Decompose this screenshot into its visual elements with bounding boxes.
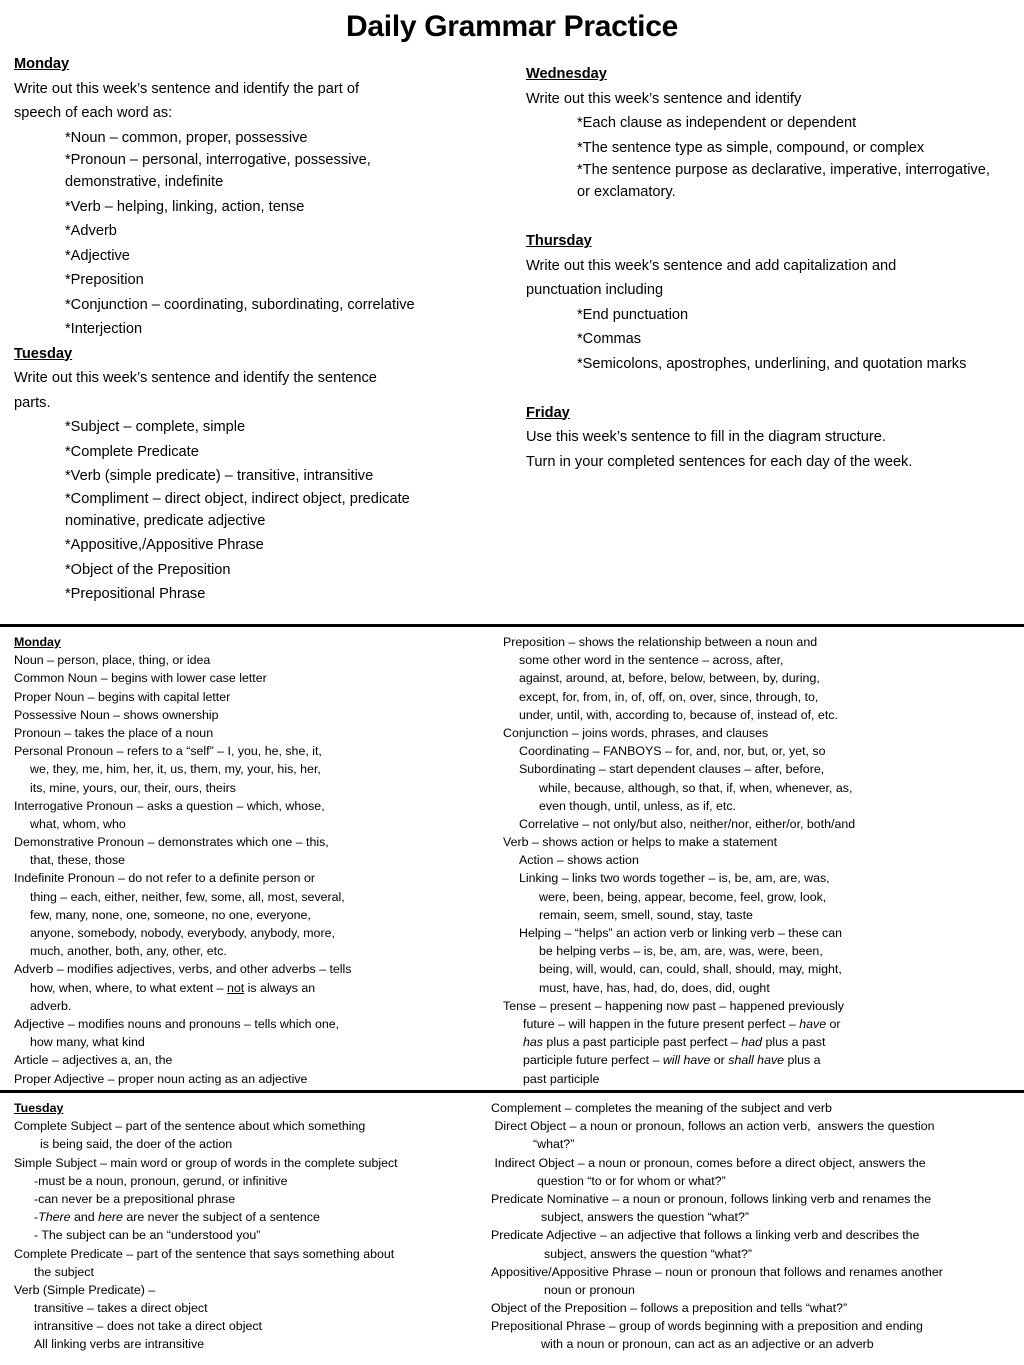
tuesday-item: *Object of the Preposition (65, 561, 231, 578)
note-line: how many, what kind (30, 1035, 145, 1050)
note-line: Proper Noun – begins with capital letter (14, 689, 231, 704)
note-line: Interrogative Pronoun – asks a question – which, whose, (14, 798, 325, 813)
note-line: Correlative – not only/but also, neither/nor, either/or, both/and (519, 816, 856, 831)
note-line: the subject (34, 1264, 94, 1279)
note-line: even though, until, unless, as if, etc. (539, 798, 736, 813)
note-line: Subordinating – start dependent clauses – after, before, (519, 762, 825, 777)
monday-notes-heading: Monday (14, 635, 61, 649)
note-line: -must be a noun, pronoun, gerund, or infinitive (34, 1173, 288, 1188)
note-line: Direct Object – a noun or pronoun, follows an action verb, answers the question (491, 1119, 935, 1134)
monday-item: *Noun – common, proper, possessive (65, 129, 308, 146)
note-line: were, been, being, appear, become, feel, grow, look, (539, 889, 827, 904)
note-line: what, whom, who (30, 816, 126, 831)
note-line: with a noun or pronoun, can act as an adjective or an adverb (541, 1337, 874, 1352)
monday-notes-left (14, 633, 494, 1088)
note-line: Object of the Preposition – follows a preposition and tells “what?” (491, 1301, 848, 1316)
note-line: Preposition – shows the relationship between a noun and (503, 635, 818, 649)
note-line: Prepositional Phrase – group of words beginning with a preposition and ending (491, 1319, 923, 1334)
tuesday-notes-heading: Tuesday (14, 1101, 64, 1115)
note-line: Predicate Nominative – a noun or pronoun, follows linking verb and renames the (491, 1191, 932, 1206)
note-line: be helping verbs – is, be, am, are, was, were, been, (539, 944, 823, 959)
note-line: Demonstrative Pronoun – demonstrates which one – this, (14, 835, 329, 850)
thursday-item: *Semicolons, apostrophes, underlining, and quotation marks (577, 355, 967, 372)
monday-item: *Pronoun – personal, interrogative, possessive, (65, 152, 371, 168)
tuesday-item: *Subject – complete, simple (65, 419, 246, 435)
note-line: subject, answers the question “what?” (544, 1246, 752, 1261)
note-line: Linking – links two words together – is, be, am, are, was, (519, 871, 830, 886)
tuesday-notes-left (14, 1099, 494, 1354)
monday-item: *Conjunction – coordinating, subordinating, correlative (65, 296, 415, 313)
note-line: some other word in the sentence – across, after, (519, 653, 784, 668)
wednesday-heading: Wednesday (526, 66, 607, 82)
note-line: Adjective – modifies nouns and pronouns – tells which one, (14, 1016, 340, 1031)
tuesday-heading: Tuesday (14, 345, 73, 362)
note-line: “what?” (533, 1137, 575, 1152)
wednesday-item: *The sentence purpose as declarative, imperative, interrogative, (577, 162, 990, 178)
note-line: past participle (523, 1071, 600, 1086)
note-line: how, when, where, to what extent – not is always an (30, 980, 316, 995)
note-line: has plus a past participle past perfect – had plus a past (523, 1035, 826, 1050)
note-line: few, many, none, one, someone, no one, everyone, (30, 907, 311, 922)
note-line: while, because, although, so that, if, when, whenever, as, (539, 780, 853, 795)
wednesday-item: *Each clause as independent or dependent (577, 115, 857, 131)
note-line: under, until, with, according to, because of, instead of, etc. (519, 707, 838, 722)
monday-heading: Monday (14, 56, 70, 72)
note-line: except, for, from, in, of, off, on, over, since, through, to, (519, 689, 819, 704)
note-line: Indefinite Pronoun – do not refer to a definite person or (14, 871, 316, 886)
note-line: -can never be a prepositional phrase (34, 1191, 236, 1206)
tuesday-item: *Appositive,/Appositive Phrase (65, 537, 264, 553)
note-line: Complete Subject – part of the sentence about which something (14, 1119, 366, 1134)
note-line: subject, answers the question “what?” (541, 1210, 749, 1225)
note-line: anyone, somebody, nobody, everybody, anybody, more, (30, 926, 335, 940)
note-line: Verb (Simple Predicate) – (14, 1282, 156, 1297)
note-line: Personal Pronoun – refers to a “self” – I, you, he, she, it, (14, 744, 322, 759)
note-line: future – will happen in the future present perfect – have or (523, 1016, 841, 1031)
tuesday-item: *Compliment – direct object, indirect object, predicate (65, 490, 410, 507)
tuesday-notes-right (491, 1099, 1021, 1354)
note-line: that, these, those (30, 853, 126, 868)
note-line: Predicate Adjective – an adjective that follows a linking verb and describes the (491, 1228, 920, 1243)
page-title: Daily Grammar Practice (346, 10, 678, 43)
friday-line: Turn in your completed sentences for each day of the week. (526, 453, 913, 470)
note-line: much, another, both, any, other, etc. (30, 944, 227, 959)
note-line: Action – shows action (519, 853, 639, 868)
tuesday-item: nominative, predicate adjective (65, 512, 266, 529)
section-divider (0, 1090, 1024, 1093)
note-line: remain, seem, smell, sound, stay, taste (539, 907, 753, 922)
wednesday-intro: Write out this week’s sentence and identify (526, 90, 802, 107)
note-line: participle future perfect – will have or shall have plus a (523, 1053, 821, 1068)
note-line: Proper Adjective – proper noun acting as an adjective (14, 1071, 308, 1086)
note-line: Indirect Object – a noun or pronoun, comes before a direct object, answers the (491, 1155, 926, 1170)
wednesday-item: *The sentence type as simple, compound, or complex (577, 139, 925, 156)
note-line: Appositive/Appositive Phrase – noun or pronoun that follows and renames another (491, 1264, 943, 1279)
wednesday-item: or exclamatory. (577, 184, 676, 200)
note-line: intransitive – does not take a direct object (34, 1319, 262, 1334)
thursday-item: *End punctuation (577, 306, 689, 323)
monday-notes-right (503, 633, 1018, 1088)
monday-item: demonstrative, indefinite (65, 174, 224, 190)
thursday-heading: Thursday (526, 233, 592, 249)
thursday-intro-line: Write out this week’s sentence and add capitalization and (526, 257, 897, 274)
note-line: Complement – completes the meaning of the subject and verb (491, 1101, 832, 1115)
note-line: Noun – person, place, thing, or idea (14, 653, 211, 668)
note-line: Common Noun – begins with lower case letter (14, 671, 267, 686)
monday-item: *Interjection (65, 321, 143, 337)
note-line: being, will, would, can, could, shall, should, may, might, (539, 962, 842, 977)
note-line: question “to or for whom or what?” (537, 1173, 726, 1188)
note-line: against, around, at, before, below, between, by, during, (519, 671, 820, 686)
note-line: Verb – shows action or helps to make a statement (503, 835, 778, 850)
note-line: Adverb – modifies adjectives, verbs, and other adverbs – tells (14, 962, 352, 977)
tuesday-intro-line: Write out this week’s sentence and identify the sentence (14, 370, 377, 386)
monday-item: *Adjective (65, 247, 130, 264)
monday-intro-line: Write out this week’s sentence and identify the part of (14, 80, 360, 97)
tuesday-intro-line: parts. (14, 394, 51, 411)
note-line: we, they, me, him, her, it, us, them, my, your, his, her, (30, 762, 321, 777)
note-line: -There and here are never the subject of a sentence (34, 1210, 320, 1225)
note-line: its, mine, yours, our, their, ours, theirs (30, 780, 236, 795)
note-line: Helping – “helps” an action verb or linking verb – these can (519, 926, 843, 940)
note-line: - The subject can be an “understood you” (34, 1228, 261, 1243)
tuesday-item: *Complete Predicate (65, 443, 199, 460)
monday-item: *Preposition (65, 272, 144, 288)
friday-line: Use this week’s sentence to fill in the diagram structure. (526, 429, 886, 445)
note-line: Conjunction – joins words, phrases, and clauses (503, 725, 769, 740)
friday-heading: Friday (526, 404, 570, 421)
thursday-intro-line: punctuation including (526, 282, 664, 298)
monday-item: *Adverb (65, 223, 117, 239)
note-line: Coordinating – FANBOYS – for, and, nor, but, or, yet, so (519, 744, 826, 759)
assignments-left-column (14, 52, 494, 607)
section-divider (0, 624, 1024, 627)
note-line: Article – adjectives a, an, the (14, 1053, 173, 1068)
monday-intro-line: speech of each word as: (14, 105, 173, 121)
note-line: noun or pronoun (544, 1282, 635, 1297)
note-line: is being said, the doer of the action (40, 1137, 233, 1152)
tuesday-item: *Verb (simple predicate) – transitive, intransitive (65, 468, 374, 484)
note-line: All linking verbs are intransitive (34, 1337, 205, 1352)
monday-item: *Verb – helping, linking, action, tense (65, 198, 305, 215)
note-line: Tense – present – happening now past – happened previously (503, 998, 844, 1013)
note-line: transitive – takes a direct object (34, 1301, 208, 1316)
note-line: Simple Subject – main word or group of words in the complete subject (14, 1155, 398, 1170)
note-line: must, have, has, had, do, does, did, ought (539, 980, 770, 995)
note-line: Pronoun – takes the place of a noun (14, 725, 214, 740)
note-line: adverb. (30, 998, 72, 1013)
note-line: Possessive Noun – shows ownership (14, 707, 219, 722)
tuesday-item: *Prepositional Phrase (65, 586, 206, 602)
thursday-item: *Commas (577, 331, 642, 347)
note-line: Complete Predicate – part of the sentence that says something about (14, 1246, 395, 1261)
assignments-right-column (526, 62, 1024, 474)
note-line: thing – each, either, neither, few, some, all, most, several, (30, 889, 345, 904)
